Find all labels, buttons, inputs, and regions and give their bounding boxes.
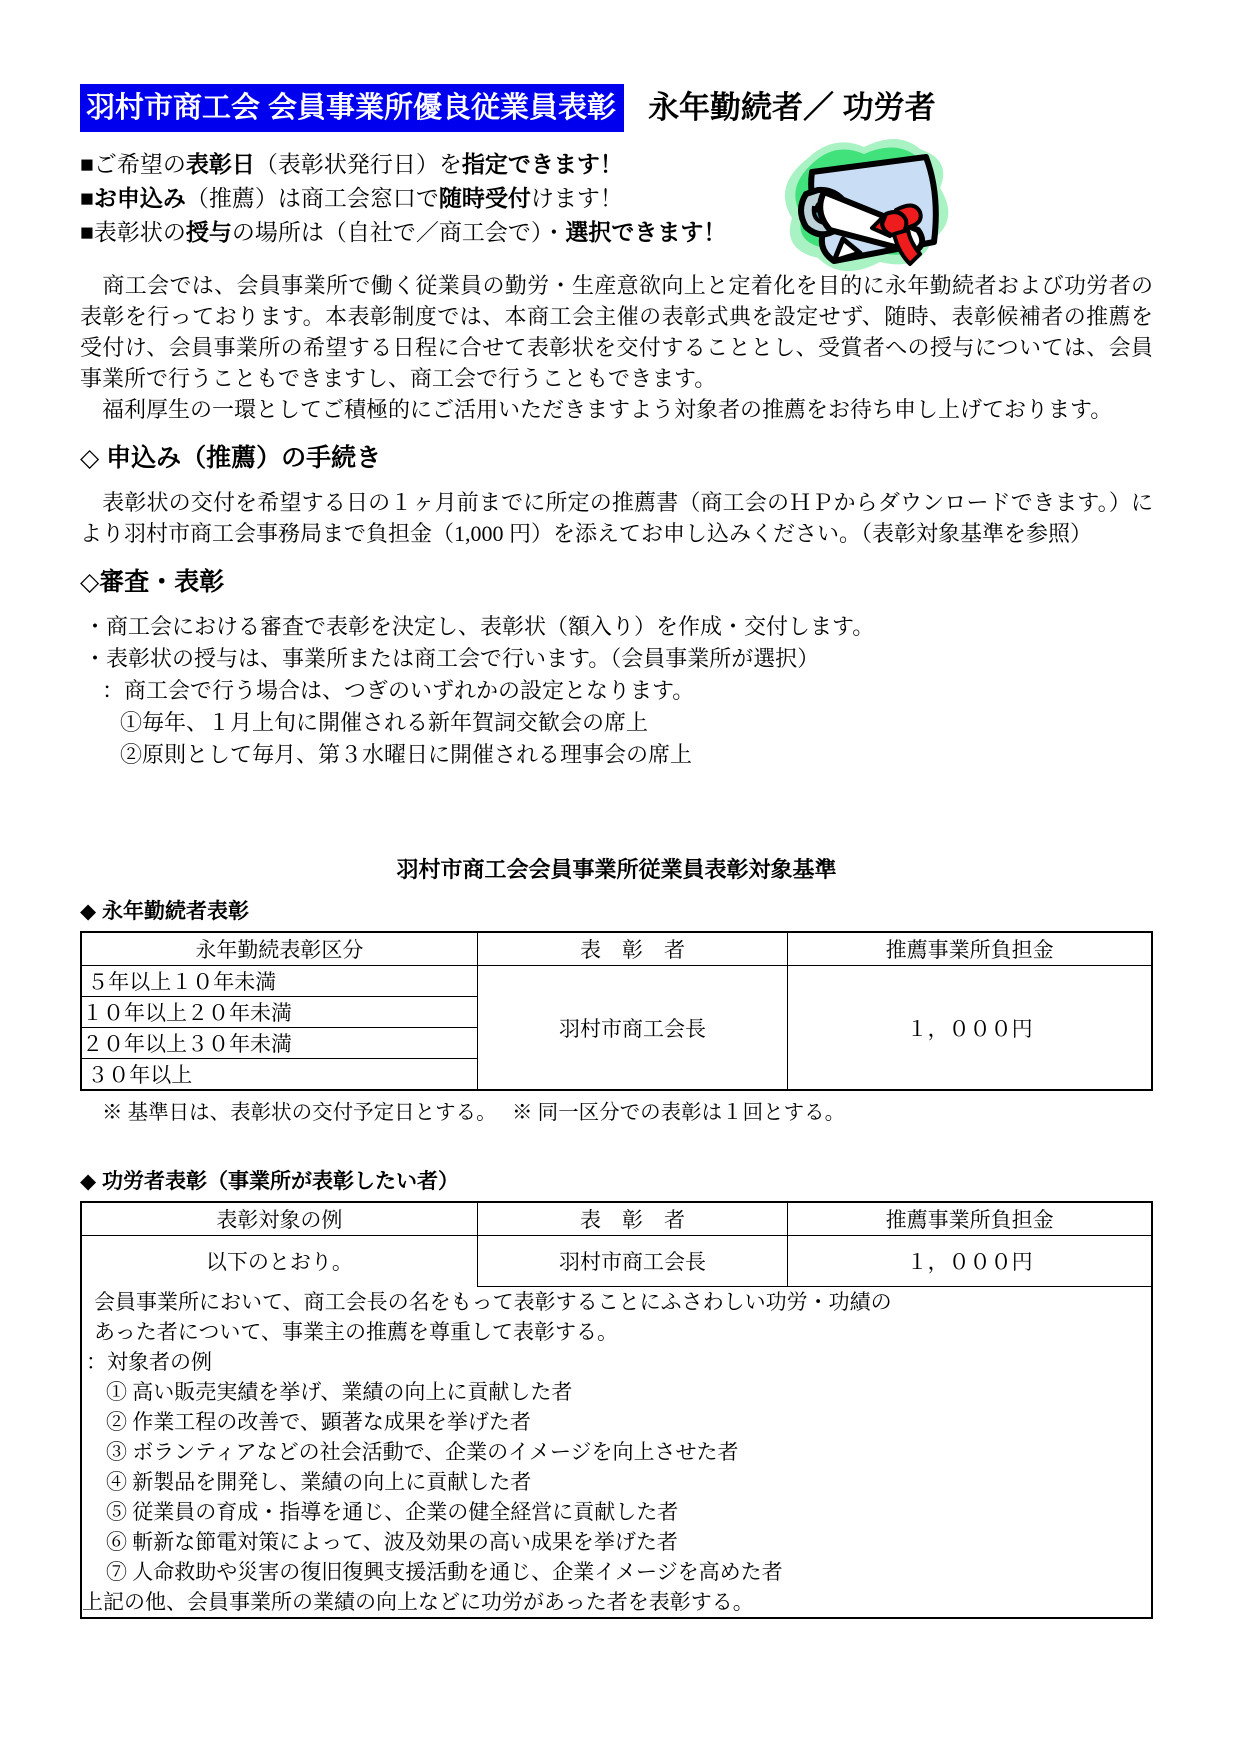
example-cell: 以下のとおり。 [81, 1236, 477, 1287]
review-list [80, 611, 1153, 771]
description-line: 会員事業所において、商工会長の名をもって表彰することにふさわしい功労・功績の [94, 1290, 892, 1314]
table-row [81, 1236, 1152, 1287]
description-line: ④ 新製品を開発し、業績の向上に貢献した者 [106, 1470, 532, 1494]
description-line: 上記の他、会員事業所の業績の向上などに功労があった者を表彰する。 [82, 1590, 754, 1614]
longevity-table [80, 931, 1153, 1091]
subtitle-text: 永年勤続者／ 功労者 [648, 90, 936, 125]
intro-paragraph-2: 福利厚生の一環としてご積極的にご活用いただきますよう対象者の推薦をお待ち申し上げております。 [80, 397, 1113, 422]
category-cell: １０年以上２０年未満 [81, 997, 477, 1028]
category-cell: ２０年以上３０年未満 [81, 1028, 477, 1059]
section-heading-apply: ◇ 申込み（推薦）の手続き [80, 444, 382, 472]
apply-paragraph: 表彰状の交付を希望する日の１ヶ月前までに所定の推薦書（商工会のＨＰからダウンロードできます。）により羽村市商工会事務局まで負担金（1,000 円）を添えてお申し込みください。（表彰対象基準を参照） [80, 490, 1153, 546]
awarder-cell: 羽村市商工会長 [477, 966, 788, 1091]
description-line: ⑦ 人命救助や災害の復旧復興支援活動を通じ、企業イメージを高めた者 [106, 1560, 783, 1584]
description-line: ：対象者の例 [86, 1350, 212, 1374]
longevity-notes: ※ 基準日は、表彰状の交付予定日とする。 ※ 同一区分での表彰は１回とする。 [102, 1102, 846, 1124]
criteria-caption: 羽村市商工会会員事業所従業員表彰対象基準 [396, 857, 837, 882]
table-header-row [81, 1202, 1152, 1236]
table-row [81, 966, 1152, 997]
merit-heading: ◆ 功労者表彰（事業所が表彰したい者） [80, 1170, 459, 1193]
review-item: ②原則として毎月、第３水曜日に開催される理事会の席上 [120, 742, 693, 767]
description-line: ③ ボランティアなどの社会活動で、企業のイメージを向上させた者 [106, 1440, 739, 1464]
section-heading-review: ◇審査・表彰 [80, 568, 225, 596]
column-header: 永年勤続表彰区分 [81, 932, 477, 966]
highlight-list [80, 148, 1153, 250]
review-item: ・商工会における審査で表彰を決定し、表彰状（額入り）を作成・交付します。 [84, 614, 875, 639]
highlight-item: ■表彰状の授与の場所は（自社で／商工会で）・選択できます！ [80, 220, 727, 245]
description-line: あった者について、事業主の推薦を尊重して表彰する。 [94, 1320, 618, 1344]
category-cell: ３０年以上 [81, 1059, 477, 1091]
review-item: ・表彰状の授与は、事業所または商工会で行います。（会員事業所が選択） [84, 646, 820, 671]
fee-cell: １，０００円 [788, 1236, 1152, 1287]
description-line: ① 高い販売実績を挙げ、業績の向上に貢献した者 [106, 1380, 573, 1404]
column-header: 推薦事業所負担金 [788, 1202, 1152, 1236]
longevity-heading: ◆ 永年勤続者表彰 [80, 900, 249, 923]
certificate-illustration [768, 130, 964, 282]
document-content [80, 84, 1153, 1619]
table-header-row [81, 932, 1152, 966]
description-line: ② 作業工程の改善で、顕著な成果を挙げた者 [106, 1410, 531, 1434]
column-header: 推薦事業所負担金 [788, 932, 1152, 966]
awarder-cell: 羽村市商工会長 [477, 1236, 788, 1287]
merit-table [80, 1201, 1153, 1619]
intro-paragraph-1: 商工会では、会員事業所で働く従業員の勤労・生産意欲向上と定着化を目的に永年勤続者および功労者の表彰を行っております。本表彰制度では、本商工会主催の表彰式典を設定せず、随時、表彰候補者の推薦を受付け、会員事業所の希望する日程に合せて表彰状を交付することとし、受賞者への授与については、会員事業所で行うこともできますし、商工会で行うこともできます。 [80, 273, 1153, 391]
title-row [80, 84, 1153, 132]
description-line: ⑤ 従業員の育成・指導を通じ、企業の健全経営に貢献した者 [106, 1500, 679, 1524]
merit-description [81, 1287, 1152, 1619]
column-header: 表 彰 者 [477, 1202, 788, 1236]
category-cell: ５年以上１０年未満 [81, 966, 477, 997]
review-item: ①毎年、１月上旬に開催される新年賀詞交歓会の席上 [120, 710, 649, 735]
merit-section [80, 1169, 1153, 1619]
highlight-item: ■お申込み（推薦）は商工会窓口で随時受付けます！ [80, 186, 623, 211]
description-line: ⑥ 斬新な節電対策によって、波及効果の高い成果を挙げた者 [106, 1530, 678, 1554]
column-header: 表彰対象の例 [81, 1202, 477, 1236]
fee-cell: １，０００円 [788, 966, 1152, 1091]
title-banner: 羽村市商工会 会員事業所優良従業員表彰 [80, 84, 624, 132]
table-row [81, 1287, 1152, 1619]
column-header: 表 彰 者 [477, 932, 788, 966]
highlight-item: ■ご希望の表彰日（表彰状発行日）を指定できます！ [80, 152, 623, 177]
review-item: ：商工会で行う場合は、つぎのいずれかの設定となります。 [102, 678, 695, 703]
